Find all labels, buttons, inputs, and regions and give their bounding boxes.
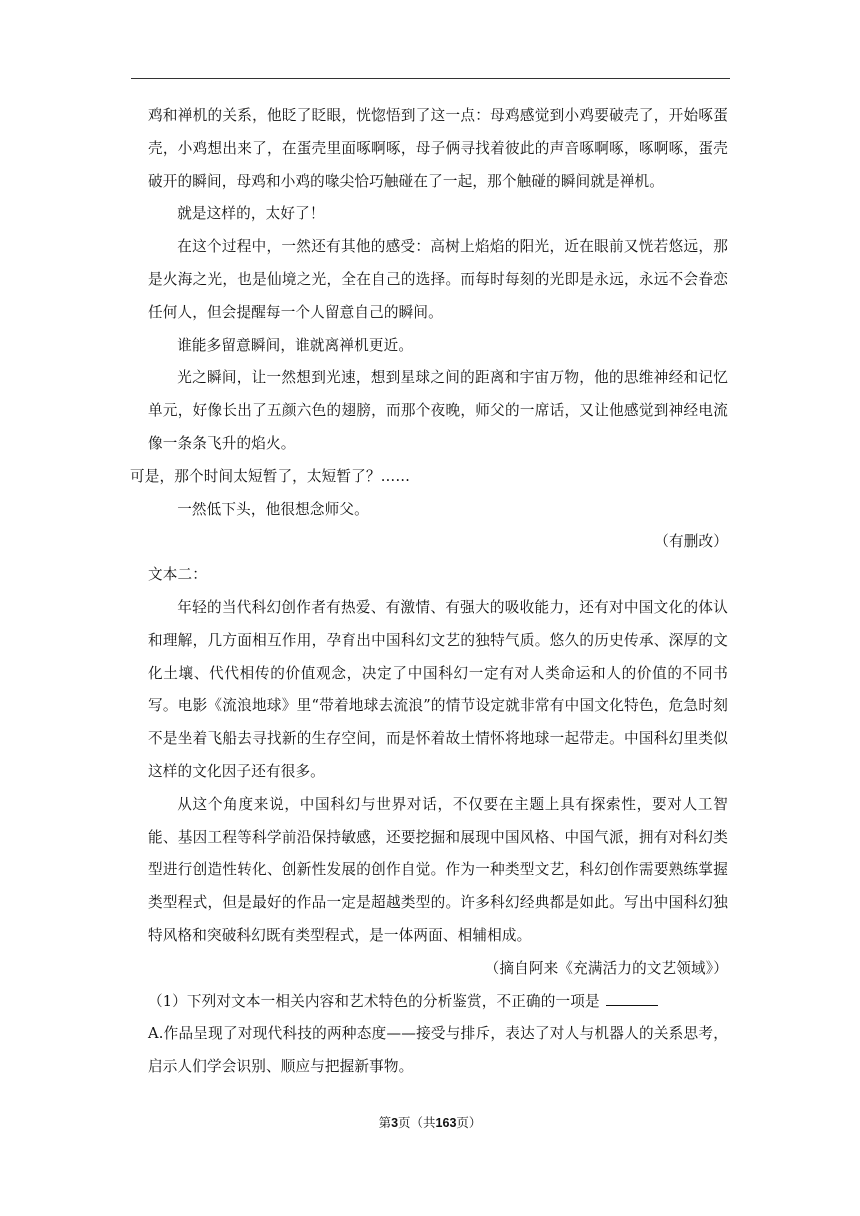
- footer-post: 页）: [456, 1115, 482, 1130]
- paragraph: 在这个过程中，一然还有其他的感受：高树上焰焰的阳光，近在眼前又恍若悠远，那是火海之光，也是仙境之光，全在自己的选择。而每时每刻的光即是永远，永远不会眷恋任何人，但会提醒每一个人留意自己的瞬间。: [148, 238, 728, 321]
- option-a: A.作品呈现了对现代科技的两种态度——接受与排斥，表达了对人与机器人的关系思考，启示人们学会识别、顺应与把握新事物。: [148, 1025, 728, 1076]
- source-note: （摘自阿来《充满活力的文艺领域》）: [484, 959, 728, 977]
- answer-blank[interactable]: [606, 991, 658, 1006]
- question-stem: [148, 986, 728, 1019]
- header-rule: [131, 78, 730, 79]
- source-note: （有删改）: [654, 533, 728, 551]
- page-footer: [0, 1113, 860, 1131]
- footer-pre: 第: [378, 1115, 392, 1130]
- paragraph: 可是，那个时间太短暂了，太短暂了？……: [130, 467, 411, 485]
- paragraph: 就是这样的，太好了！: [177, 205, 325, 223]
- page-number: 3: [391, 1116, 399, 1130]
- paragraph: 从这个角度来说，中国科幻与世界对话，不仅要在主题上具有探索性，要对人工智能、基因工程等科学前沿保持敏感，还要挖掘和展现中国风格、中国气派，拥有对科幻类型进行创造性转化、创新性发展的创作自觉。作为一种类型文艺，科幻创作需要熟练掌握类型程式，但是最好的作品一定是超越类型的。许多科幻经典都是如此。写出中国科幻独特风格和突破科幻既有类型程式，是一体两面、相辅相成。: [148, 795, 728, 944]
- paragraph: 年轻的当代科幻创作者有热爱、有激情、有强大的吸收能力，还有对中国文化的体认和理解，几方面相互作用，孕育出中国科幻文艺的独特气质。悠久的历史传承、深厚的文化土壤、代代相传的价值观念，决定了中国科幻一定有对人类命运和人的价值的不同书写。电影《流浪地球》里“带着地球去流浪”的情节设定就非常有中国文化特色，危急时刻不是坐着飞船去寻找新的生存空间，而是怀着故土情怀将地球一起带走。中国科幻里类似这样的文化因子还有很多。: [148, 598, 728, 780]
- total-pages: 163: [435, 1116, 457, 1130]
- section-label: 文本二：: [148, 566, 207, 584]
- paragraph: 一然低下头，他很想念师父。: [177, 500, 369, 518]
- question-stem-text: （1）下列对文本一相关内容和艺术特色的分析鉴赏，不正确的一项是: [148, 992, 600, 1010]
- paragraph: 谁能多留意瞬间，谁就离禅机更近。: [177, 336, 414, 354]
- footer-mid: 页（共: [398, 1115, 436, 1130]
- paragraph: 光之瞬间，让一然想到光速，想到星球之间的距离和宇宙万物，他的思维神经和记忆单元，好像长出了五颜六色的翅膀，而那个夜晚，师父的一席话，又让他感觉到神经电流像一条条飞升的焰火。: [148, 369, 728, 452]
- paragraph: 鸡和禅机的关系，他眨了眨眼，恍惚悟到了这一点：母鸡感觉到小鸡要破壳了，开始啄蛋壳，小鸡想出来了，在蛋壳里面啄啊啄，母子俩寻找着彼此的声音啄啊啄，啄啊啄，蛋壳破开的瞬间，母鸡和小鸡的喙尖恰巧触碰在了一起，那个触碰的瞬间就是禅机。: [148, 107, 728, 190]
- document-body: [130, 100, 728, 1084]
